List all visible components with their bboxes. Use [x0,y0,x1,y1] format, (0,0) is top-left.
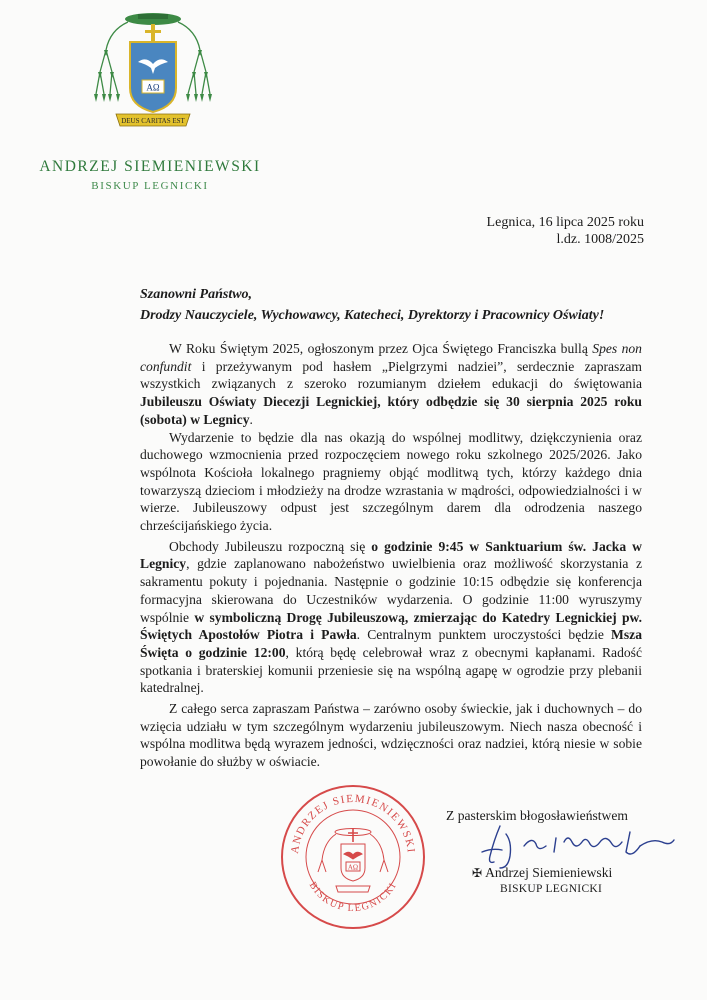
p3-text-g: , którą będę celebrował wraz z obecnymi kapłanami. Radość spotkania i braterskiej komunii przeniesie się na wspólną agapę w ogrodzie przy plebanii katedralnej. [140,644,642,696]
signatory-name-text: Andrzej Siemieniewski [485,865,613,880]
alpha-omega-text: AΩ [146,82,160,93]
greeting [140,284,660,326]
paragraph-2: Wydarzenie to będzie dla nas okazją do wspólnej modlitwy, dziękczynienia oraz duchowego wzmocnienia przed rozpoczęciem nowego roku szkolnego 2025/2026. Jako wspólnota Kościoła lokalnego pragniemy objąć modlitwą tych, którzy każdego dnia towarzyszą dzieciom i młodzieży na drodze wzrastania w mądrości, odpowiedzialności i w wierze. Jubileuszowy odpust jest szczególnym darem dla odrodzenia naszego chrześcijańskiego życia. [140,429,642,534]
bishop-title-header: BISKUP LEGNICKI [91,180,209,192]
handwritten-signature [472,812,682,872]
signatory-title: BISKUP LEGNICKI [500,883,603,895]
p1-text-a: W Roku Świętym 2025, ogłoszonym przez Ojca Świętego Franciszka bullą [169,341,593,356]
processional-cross-icon [145,24,161,42]
p1-text-c: i przeżywanym pod hasłem „Pielgrzymi nadziei”, serdecznie zapraszam wszystkich związanych z szeroko rozumianym dziełem edukacji do świętowania [140,358,642,392]
official-stamp [278,782,428,932]
stamp-alpha-omega: AΩ [347,863,359,872]
paragraph-3 [140,538,642,697]
paragraph-1 [140,340,642,429]
p3-bold-mass: Msza Święta o godzinie 12:00 [140,627,642,660]
signatory-name [472,865,612,881]
closing-phrase: Z pasterskim błogosławieństwem [446,808,628,823]
p1-bold: Jubileuszu Oświaty Diecezji Legnickiej, który odbędzie się 30 sierpnia 2025 roku (sobota) w Legnicy [140,394,642,427]
letter-body [140,340,642,771]
motto-text: DEUS CARITAS EST [121,117,185,125]
p3-text-c: , gdzie zaplanowano nabożeństwo uwielbienia oraz możliwość skorzystania z sakramentu pokuty i pojednania. Następnie o godzinie 10:15 odbędzie się konferencja formacyjna skierowana do Uczestników wydarzenia. O godzinie 11:00 wyruszymy wspólnie [140,556,642,625]
date-block [487,214,644,248]
p3-bold-route: w symboliczną Drogę Jubileuszową, zmierzając do Katedry Legnickiej pw. Świętych Apostołów Piotra i Pawła [140,609,643,643]
galero-hat-icon [125,13,181,25]
stamp-bottom-text: BISKUP LEGNICKI [306,880,400,915]
paragraph-4: Z całego serca zapraszam Państwa – zarówno osoby świeckie, jak i duchownych – do wzięcia udziału w tym szczególnym wydarzeniu jubileuszowym. Niech nasza obecność i wspólna modlitwa będą wyrazem jedności, wdzięczności oraz nadziei, którą niesie w sobie powołanie do służby w oświacie. [140,701,642,770]
shield-icon [130,42,176,112]
bishop-name-header: ANDRZEJ SIEMIENIEWSKI [39,158,261,175]
p3-bold-time: o godzinie 9:45 w Sanktuarium św. Jacka w Legnicy [140,538,642,572]
greeting-line-1: Szanowni Państwo, [140,287,253,302]
reference-number: l.dz. 1008/2025 [556,232,644,247]
greeting-line-2: Drodzy Nauczyciele, Wychowawcy, Katecheci, Dyrektorzy i Pracownicy Oświaty! [140,308,605,323]
p1-italic: Spes non confundit [140,341,642,374]
stamp-crest-icon [318,828,388,881]
coat-of-arms [88,10,218,140]
stamp-ribbon [336,886,370,892]
stamp-top-text: ANDRZEJ SIEMIENIEWSKI [288,792,417,855]
p1-text-e: . [249,411,253,427]
place-date: Legnica, 16 lipca 2025 roku [486,215,644,230]
p3-text-a: Obchody Jubileuszu rozpoczną się [169,538,372,554]
cross-icon: ✠ [472,866,483,880]
p3-text-e: . Centralnym punktem uroczystości będzie [356,627,612,643]
